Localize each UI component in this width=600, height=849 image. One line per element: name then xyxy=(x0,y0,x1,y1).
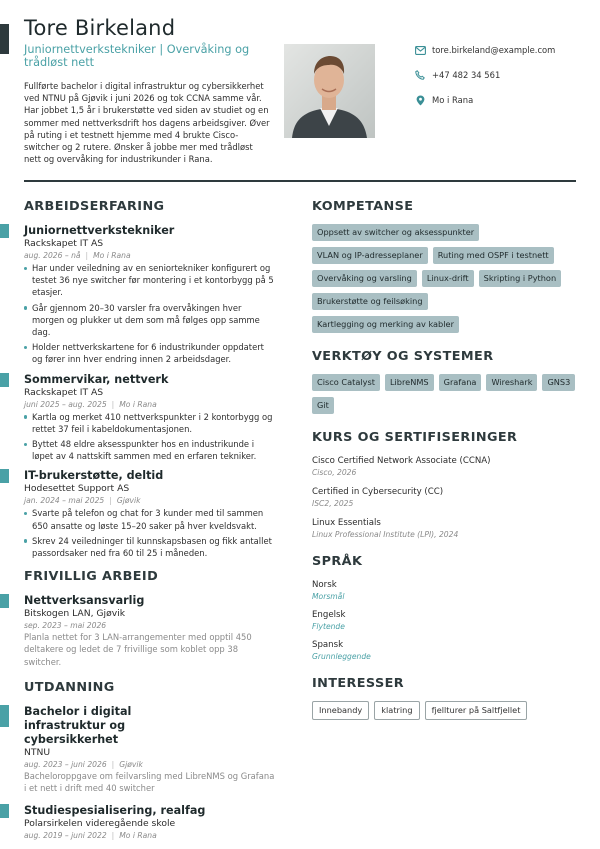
skill-tag: Brukerstøtte og feilsøking xyxy=(312,293,428,310)
contact-email-text: tore.birkeland@example.com xyxy=(432,45,556,55)
contact-location-text: Mo i Rana xyxy=(432,95,474,105)
right-column xyxy=(312,199,576,736)
bullet: Skrev 24 veiledninger til kunnskapsbasen og fikk antallet passordsaker ned fra 60 til 25 i måneden. xyxy=(24,535,276,559)
map-pin-icon xyxy=(414,94,426,106)
course-item xyxy=(312,455,576,478)
interest-tag: fjellturer på Saltfjellet xyxy=(425,701,528,720)
entry-accent-bar xyxy=(0,804,9,818)
entry-meta: aug. 2026 – nå | Mo i Rana xyxy=(24,251,131,260)
entry-place: Mo i Rana xyxy=(93,251,131,260)
course-item xyxy=(312,517,576,540)
entry-accent-bar xyxy=(0,705,9,727)
language-item xyxy=(312,609,576,632)
section-title-interests: INTERESSER xyxy=(312,676,404,691)
profile-summary: Fullførte bachelor i digital infrastruktur og cybersikkerhet ved NTNU på Gjøvik i juni 2026 og tok CCNA samme vår. Har jobbet 1,5 år i brukerstøtte ved siden av studiet og en sommer med nettverksdrift hos dagens arbeidsgiver. Øver på ruting i et testnett hjemme med 4 brukte Cisco-switcher og 2 rutere. Ønsker å jobbe mer med trådløst nett og overvåking for industrikunder i Rana. xyxy=(24,81,270,165)
course-name: Linux Essentials xyxy=(312,518,381,528)
bullet: Byttet 48 eldre aksesspunkter hos en industrikunde i løpet av 4 nattskift sammen med en erfaren tekniker. xyxy=(24,438,276,462)
candidate-name: Tore Birkeland xyxy=(24,16,176,40)
course-item xyxy=(312,486,576,509)
entry-dates: juni 2025 – aug. 2025 xyxy=(24,399,107,409)
tool-tag: GNS3 xyxy=(542,374,575,391)
candidate-role: Juniornettverkstekniker | Overvåking og trådløst nett xyxy=(24,43,250,69)
bullet: Har under veiledning av en seniortekniker konfigurert og testet 36 nye switcher før montering i et kontorbygg på 5 etasjer. xyxy=(24,262,276,299)
experience-entry xyxy=(24,224,276,366)
course-name: Certified in Cybersecurity (CC) xyxy=(312,487,444,497)
experience-entry xyxy=(24,373,276,463)
entry-place: Mo i Rana xyxy=(119,831,157,841)
language-level: Morsmål xyxy=(312,592,345,601)
entry-place: Mo i Rana xyxy=(119,399,157,409)
language-name: Norsk xyxy=(312,580,337,590)
profile-photo xyxy=(284,44,375,138)
section-title-volunteer: FRIVILLIG ARBEID xyxy=(24,569,159,585)
entry-title: IT-brukerstøtte, deltid xyxy=(24,469,164,483)
interest-tag: Innebandy xyxy=(312,701,369,720)
tool-tag: LibreNMS xyxy=(385,374,434,391)
entry-place: Gjøvik xyxy=(116,496,141,506)
entry-org: Bitskogen LAN, Gjøvik xyxy=(24,608,126,620)
volunteer-entry xyxy=(24,594,276,668)
education-entry xyxy=(24,705,276,794)
language-level: Flytende xyxy=(312,622,345,631)
entry-title: Juniornettverkstekniker xyxy=(24,224,175,237)
entry-title: Bachelor i digital infrastruktur og cybersikkerhet xyxy=(24,704,132,746)
entry-org: Polarsirkelen videregående skole xyxy=(24,818,176,830)
entry-dates: sep. 2023 – mai 2026 xyxy=(24,621,107,631)
course-name: Cisco Certified Network Associate (CCNA) xyxy=(312,456,491,466)
section-title-languages: SPRÅK xyxy=(312,554,363,569)
entry-dates: jan. 2024 – mai 2025 xyxy=(24,496,105,506)
entry-dates: aug. 2026 – nå xyxy=(24,251,81,260)
course-meta: Linux Professional Institute (LPI), 2024 xyxy=(312,530,459,539)
entry-title: Nettverksansvarlig xyxy=(24,594,145,608)
entry-org: Rackskapet IT AS xyxy=(24,386,104,398)
entry-accent-bar xyxy=(0,373,9,387)
language-level: Grunnleggende xyxy=(312,652,371,661)
entry-accent-bar xyxy=(0,469,9,483)
entry-title: Studiespesialisering, realfag xyxy=(24,804,206,818)
section-title-courses: KURS OG SERTIFISERINGER xyxy=(312,430,518,445)
language-name: Engelsk xyxy=(312,610,346,620)
language-name: Spansk xyxy=(312,640,344,650)
entry-bullets xyxy=(24,507,276,559)
language-item xyxy=(312,579,576,602)
entry-org: NTNU xyxy=(24,746,51,758)
skill-tag: Oppsett av switcher og aksesspunkter xyxy=(312,224,479,241)
section-title-skills: KOMPETANSE xyxy=(312,199,414,214)
entry-description: Bacheloroppgave om feilvarsling med LibreNMS og Grafana i et nett i drift med 40 switcher xyxy=(24,770,275,794)
tool-tag: Wireshark xyxy=(486,374,537,391)
contact-location xyxy=(414,94,555,106)
skill-tag: Linux-drift xyxy=(422,270,474,287)
entry-title: Sommervikar, nettverk xyxy=(24,372,169,386)
tool-tag: Cisco Catalyst xyxy=(312,374,380,391)
entry-bullets xyxy=(24,411,276,463)
entry-accent-bar xyxy=(0,224,9,238)
entry-meta: jan. 2024 – mai 2025 | Gjøvik xyxy=(24,496,141,506)
entry-meta: juni 2025 – aug. 2025 | Mo i Rana xyxy=(24,399,157,409)
skill-tag: Ruting med OSPF i testnett xyxy=(433,247,554,264)
skill-tag: VLAN og IP-adresseplaner xyxy=(312,247,428,264)
language-item xyxy=(312,639,576,662)
skill-tag: Overvåking og varsling xyxy=(312,270,417,287)
phone-icon xyxy=(414,69,426,81)
skills-tags xyxy=(312,224,576,333)
entry-dates: aug. 2023 – juni 2026 xyxy=(24,759,107,769)
entry-meta: aug. 2023 – juni 2026 | Gjøvik xyxy=(24,759,143,769)
course-meta: ISC2, 2025 xyxy=(312,499,354,508)
tools-tags xyxy=(312,374,576,414)
interest-tag: klatring xyxy=(374,701,419,720)
entry-dates: aug. 2019 – juni 2022 xyxy=(24,831,107,841)
experience-entry xyxy=(24,469,276,559)
contact-email[interactable] xyxy=(414,44,555,56)
tool-tag: Git xyxy=(312,397,334,414)
education-entry xyxy=(24,804,276,841)
entry-description: Planla nettet for 3 LAN-arrangementer med opptil 450 deltakere og ledet de 7 frivillige som koblet opp 38 switcher. xyxy=(24,632,252,667)
bullet: Går gjennom 20–30 varsler fra overvåkingen hver morgen og plukker ut dem som må følges opp samme dag. xyxy=(24,302,276,339)
header-divider xyxy=(24,180,576,182)
section-title-experience: ARBEIDSERFARING xyxy=(24,199,165,214)
course-meta: Cisco, 2026 xyxy=(312,468,357,477)
bullet: Svarte på telefon og chat for 3 kunder med til sammen 650 ansatte og løste 15–20 saker på hver kveldsvakt. xyxy=(24,507,276,531)
envelope-icon xyxy=(414,44,426,56)
contact-block xyxy=(414,44,555,119)
entry-org: Hodesettet Support AS xyxy=(24,483,130,495)
left-column xyxy=(24,199,276,848)
contact-phone-text: +47 482 34 561 xyxy=(432,70,501,80)
skill-tag: Skripting i Python xyxy=(479,270,562,287)
bullet: Holder nettverkskartene for 6 industrikunder oppdatert og fører inn hver endring innen 2 arbeidsdager. xyxy=(24,341,276,365)
interests-tags xyxy=(312,701,576,720)
entry-org: Rackskapet IT AS xyxy=(24,238,104,249)
skill-tag: Kartlegging og merking av kabler xyxy=(312,316,459,333)
section-title-education: UTDANNING xyxy=(24,679,115,695)
entry-bullets xyxy=(24,262,276,366)
contact-phone[interactable] xyxy=(414,69,555,81)
tool-tag: Grafana xyxy=(439,374,482,391)
header-accent-bar xyxy=(0,24,9,54)
entry-meta: aug. 2019 – juni 2022 | Mo i Rana xyxy=(24,831,157,841)
bullet: Kartla og merket 410 nettverkspunkter i 2 kontorbygg og rettet 37 feil i kabeldokumentasjonen. xyxy=(24,411,276,435)
entry-accent-bar xyxy=(0,594,9,608)
section-title-tools: VERKTØY OG SYSTEMER xyxy=(312,349,494,364)
entry-place: Gjøvik xyxy=(119,759,143,769)
